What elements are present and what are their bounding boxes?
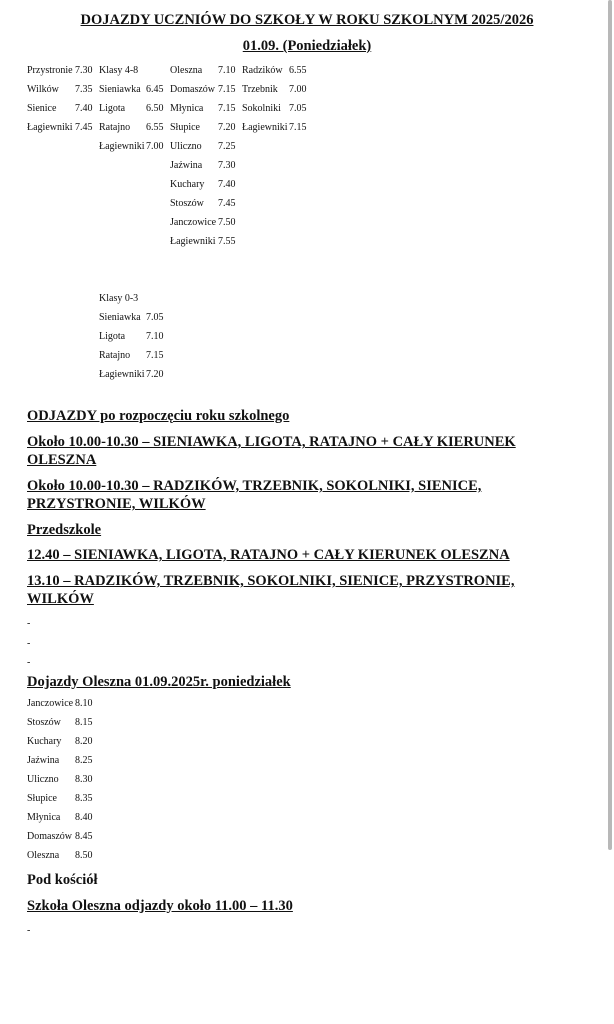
stop-row [242,61,314,80]
stop-name: Sienice [27,103,57,114]
stop-time: 7.15 [146,350,164,361]
stop-name: Kuchary [170,179,205,190]
stop-name: Łagiewniki [242,122,288,133]
stop-name: Sieniawka [99,312,141,323]
stop-row [99,80,169,99]
stop-row [27,846,102,865]
stop-name: Łagiewniki [27,122,73,133]
departure-line-2: Około 10.00-10.30 – RADZIKÓW, TRZEBNIK, SOKOLNIKI, SIENICE, PRZYSTRONIE, WILKÓW [27,478,482,512]
stop-row [170,156,242,175]
stop-name: Młynica [170,103,204,114]
stop-name: Wilków [27,84,59,95]
schedule-column-4 [242,61,314,137]
schedule-column-2 [99,61,169,156]
stop-time: 6.55 [146,122,164,133]
stop-name: Jaźwina [170,160,203,171]
stop-time: 7.20 [218,122,236,133]
stop-time: 7.30 [75,65,93,76]
stop-row [99,308,169,327]
stop-time: 7.10 [218,65,236,76]
stop-row [170,194,242,213]
stop-row [170,61,242,80]
stop-name: Przystronie [27,65,73,76]
class-group-label: Klasy 4-8 [99,65,139,76]
stop-row [170,80,242,99]
stop-time: 7.25 [218,141,236,152]
column-header [99,289,169,308]
stop-time: 8.50 [75,850,93,861]
schedule-klasy-0-3 [99,289,169,384]
stop-row [27,694,102,713]
schedule-column-3 [170,61,242,251]
stop-time: 7.20 [146,369,164,380]
class-group-label: Klasy 0-3 [99,293,139,304]
stop-name: Ligota [99,331,126,342]
stop-name: Trzebnik [242,84,278,95]
stop-time: 7.00 [146,141,164,152]
stop-row [27,713,102,732]
stop-time: 7.30 [218,160,236,171]
stop-row [170,232,242,251]
stop-time: 7.50 [218,217,236,228]
stop-name: Ratajno [99,350,131,361]
stop-row [99,365,169,384]
stop-time: 8.10 [75,698,93,709]
church-heading: Pod kościół [27,872,98,888]
stop-time: 7.00 [289,84,307,95]
stop-name: Janczowice [27,698,74,709]
stop-name: Łagiewniki [99,141,145,152]
stop-name: Uliczno [170,141,202,152]
departures-heading: ODJAZDY po rozpoczęciu roku szkolnego [27,408,290,424]
stop-time: 7.55 [218,236,236,247]
stop-row [27,118,97,137]
stop-name: Domaszów [170,84,215,95]
oleszna-stops [27,694,102,865]
page-scrollbar[interactable] [608,0,612,850]
stop-time: 7.45 [75,122,93,133]
departure-line-4: 13.10 – RADZIKÓW, TRZEBNIK, SOKOLNIKI, SIENICE, PRZYSTRONIE, WILKÓW [27,573,515,607]
stop-time: 7.15 [289,122,307,133]
stop-time: 7.45 [218,198,236,209]
stop-row [27,827,102,846]
oleszna-heading: Dojazdy Oleszna 01.09.2025r. poniedziałek [27,674,291,690]
stop-name: Domaszów [27,831,72,842]
stop-time: 8.35 [75,793,93,804]
school-departures: Szkoła Oleszna odjazdy około 11.00 – 11.30 [27,898,293,914]
stop-row [99,99,169,118]
separator-dash: - [27,618,31,629]
departure-line-3: 12.40 – SIENIAWKA, LIGOTA, RATAJNO + CAŁY KIERUNEK OLESZNA [27,547,510,563]
stop-name: Stoszów [170,198,204,209]
stop-name: Kuchary [27,736,62,747]
stop-time: 6.55 [289,65,307,76]
stop-row [27,808,102,827]
stop-name: Młynica [27,812,61,823]
separator-dash: - [27,638,31,649]
stop-time: 7.40 [218,179,236,190]
stop-time: 6.50 [146,103,164,114]
document-title: DOJAZDY UCZNIÓW DO SZKOŁY W ROKU SZKOLNYM 2025/2026 [80,12,534,28]
stop-time: 8.40 [75,812,93,823]
separator-dash: - [27,657,31,668]
stop-row [27,99,97,118]
stop-row [27,61,97,80]
stop-name: Ratajno [99,122,131,133]
stop-time: 8.25 [75,755,93,766]
stop-name: Janczowice [170,217,217,228]
stop-name: Uliczno [27,774,59,785]
stop-name: Ligota [99,103,126,114]
stop-row [242,80,314,99]
stop-time: 8.15 [75,717,93,728]
stop-row [170,137,242,156]
stop-time: 7.35 [75,84,93,95]
stop-name: Stoszów [27,717,61,728]
preschool-heading: Przedszkole [27,522,102,538]
stop-name: Łagiewniki [99,369,145,380]
stop-time: 7.40 [75,103,93,114]
stop-name: Jaźwina [27,755,60,766]
stop-name: Oleszna [27,850,60,861]
stop-row [170,213,242,232]
stop-name: Sieniawka [99,84,141,95]
stop-name: Słupice [27,793,57,804]
stop-name: Słupice [170,122,200,133]
stop-row [170,175,242,194]
stop-row [99,346,169,365]
stop-time: 7.10 [146,331,164,342]
stop-row [27,770,102,789]
stop-name: Oleszna [170,65,203,76]
stop-name: Radzików [242,65,283,76]
departure-line-1: Około 10.00-10.30 – SIENIAWKA, LIGOTA, RATAJNO + CAŁY KIERUNEK OLESZNA [27,434,516,468]
stop-row [170,118,242,137]
stop-row [242,99,314,118]
stop-time: 8.45 [75,831,93,842]
stop-row [99,137,169,156]
stop-time: 7.15 [218,84,236,95]
stop-row [242,118,314,137]
column-header [99,61,169,80]
stop-time: 7.05 [146,312,164,323]
stop-row [99,118,169,137]
stop-row [27,732,102,751]
stop-time: 7.15 [218,103,236,114]
stop-name: Łagiewniki [170,236,216,247]
stop-row [27,80,97,99]
separator-dash: - [27,925,31,936]
stop-time: 8.30 [75,774,93,785]
schedule-column-1 [27,61,97,137]
stop-time: 7.05 [289,103,307,114]
stop-time: 6.45 [146,84,164,95]
stop-name: Sokolniki [242,103,281,114]
stop-row [27,751,102,770]
stop-row [99,327,169,346]
stop-row [27,789,102,808]
stop-row [170,99,242,118]
stop-time: 8.20 [75,736,93,747]
document-date: 01.09. (Poniedziałek) [242,38,372,54]
